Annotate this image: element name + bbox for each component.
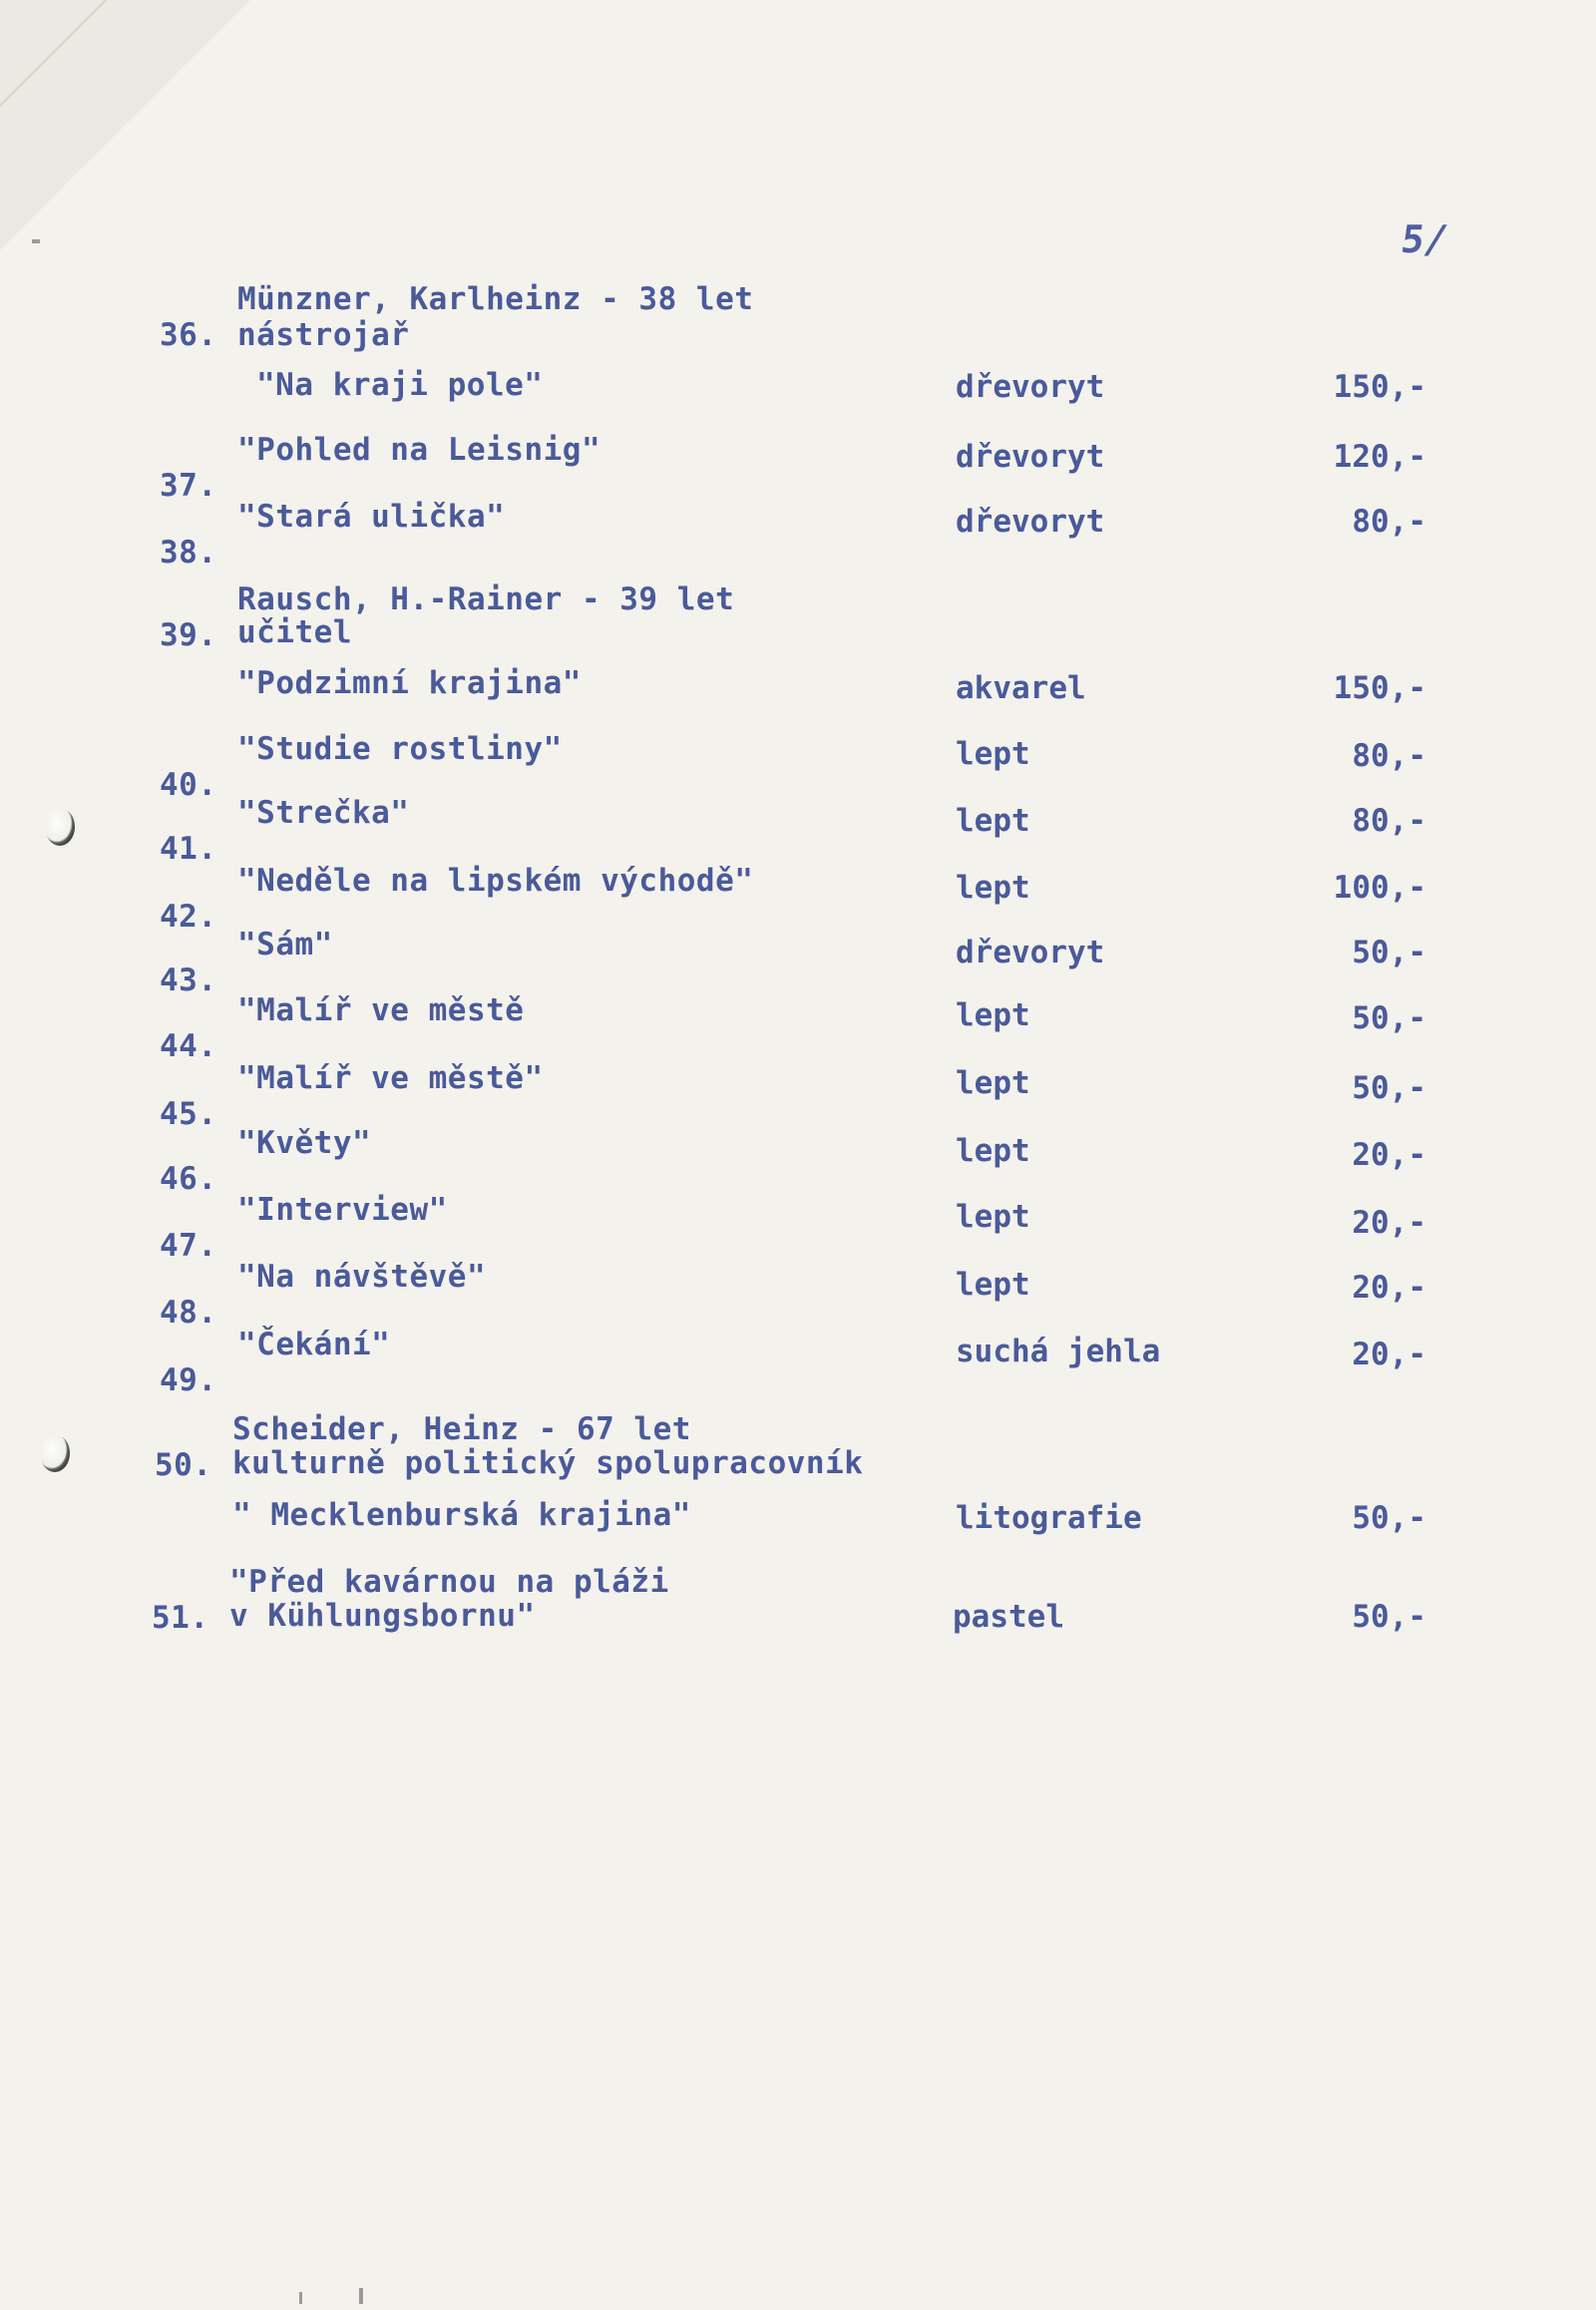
entry-line: Scheider, Heinz - 67 let xyxy=(232,1411,691,1447)
price: 80,- xyxy=(1352,504,1426,540)
entry-number: 37. xyxy=(160,468,217,504)
price: 80,- xyxy=(1352,738,1426,774)
list-item xyxy=(152,1564,669,1743)
entry-line: Rausch, H.-Rainer - 39 let xyxy=(237,581,735,617)
entry-line: nástrojař xyxy=(237,317,410,353)
entry-number: 47. xyxy=(160,1228,217,1264)
entry-line: Münzner, Karlheinz - 38 let xyxy=(237,281,754,317)
technique: lept xyxy=(956,870,1030,906)
entry-number: 40. xyxy=(160,767,217,803)
technique: lept xyxy=(956,997,1030,1033)
entry-line: "Na návštěvě" xyxy=(237,1259,487,1295)
entry-line: "Malíř ve městě" xyxy=(237,1060,544,1096)
entry-number: 42. xyxy=(160,899,217,935)
entry-line: "Před kavárnou na pláži xyxy=(229,1564,669,1600)
technique: lept xyxy=(956,1065,1030,1101)
entry-line: "Sám" xyxy=(237,927,333,962)
entry-line: "Pohled na Leisnig" xyxy=(237,432,601,468)
technique: pastel xyxy=(953,1599,1064,1635)
price: 50,- xyxy=(1352,935,1426,970)
entry-line: "Strečka" xyxy=(237,795,410,831)
entry-number: 44. xyxy=(160,1028,217,1064)
technique: dřevoryt xyxy=(956,935,1105,970)
entry-line: "Květy" xyxy=(237,1125,372,1161)
entry-number: 38. xyxy=(160,535,217,571)
punch-hole-bottom xyxy=(40,1434,70,1472)
entry-line: "Studie rostliny" xyxy=(237,731,563,767)
technique: dřevoryt xyxy=(956,504,1105,540)
technique: lept xyxy=(956,736,1030,772)
price: 20,- xyxy=(1352,1337,1426,1372)
edge-mark xyxy=(299,2292,302,2304)
technique: lept xyxy=(956,1199,1030,1235)
technique: akvarel xyxy=(956,670,1086,706)
price: 50,- xyxy=(1352,1500,1426,1536)
technique: litografie xyxy=(956,1500,1142,1536)
entry-number: 49. xyxy=(160,1362,217,1398)
technique: suchá jehla xyxy=(956,1334,1161,1369)
price: 20,- xyxy=(1352,1270,1426,1306)
technique: dřevoryt xyxy=(956,369,1105,405)
entry-number: 39. xyxy=(160,617,217,653)
price: 120,- xyxy=(1333,439,1426,475)
entry-number: 46. xyxy=(160,1161,217,1197)
entry-line: "Malíř ve městě xyxy=(237,992,525,1028)
price: 50,- xyxy=(1352,1070,1426,1106)
entry-number: 51. xyxy=(152,1600,209,1636)
entry-number: 48. xyxy=(160,1295,217,1331)
technique: dřevoryt xyxy=(956,439,1105,475)
entry-line: učitel xyxy=(237,614,352,650)
entry-line: "Neděle na lipském východě" xyxy=(237,863,754,899)
entry-line: "Stará ulička" xyxy=(237,499,506,535)
technique: lept xyxy=(956,803,1030,839)
entry-number: 41. xyxy=(160,831,217,867)
punch-hole-top xyxy=(45,808,75,846)
price: 50,- xyxy=(1352,1599,1426,1635)
entry-number: 43. xyxy=(160,962,217,998)
entry-number: 45. xyxy=(160,1096,217,1132)
entry-number: 50. xyxy=(155,1447,212,1483)
entry-line: "Interview" xyxy=(237,1192,448,1228)
edge-mark xyxy=(32,239,40,243)
technique: lept xyxy=(956,1133,1030,1169)
price: 50,- xyxy=(1352,1000,1426,1036)
page-number: 5/ xyxy=(1397,217,1450,261)
edge-mark xyxy=(359,2288,363,2304)
entry-line: v Kühlungsbornu" xyxy=(229,1598,536,1634)
price: 150,- xyxy=(1333,369,1426,405)
entry-line: "Na kraji pole" xyxy=(256,367,544,403)
price: 20,- xyxy=(1352,1137,1426,1173)
entry-line: "Čekání" xyxy=(237,1327,391,1362)
entry-number: 36. xyxy=(160,317,217,353)
price: 80,- xyxy=(1352,803,1426,839)
price: 150,- xyxy=(1333,670,1426,706)
price: 20,- xyxy=(1352,1205,1426,1241)
price: 100,- xyxy=(1333,870,1426,906)
entry-line: " Mecklenburská krajina" xyxy=(232,1497,691,1533)
entry-line: kulturně politický spolupracovník xyxy=(232,1445,864,1481)
entry-line: "Podzimní krajina" xyxy=(237,665,582,701)
technique: lept xyxy=(956,1267,1030,1303)
